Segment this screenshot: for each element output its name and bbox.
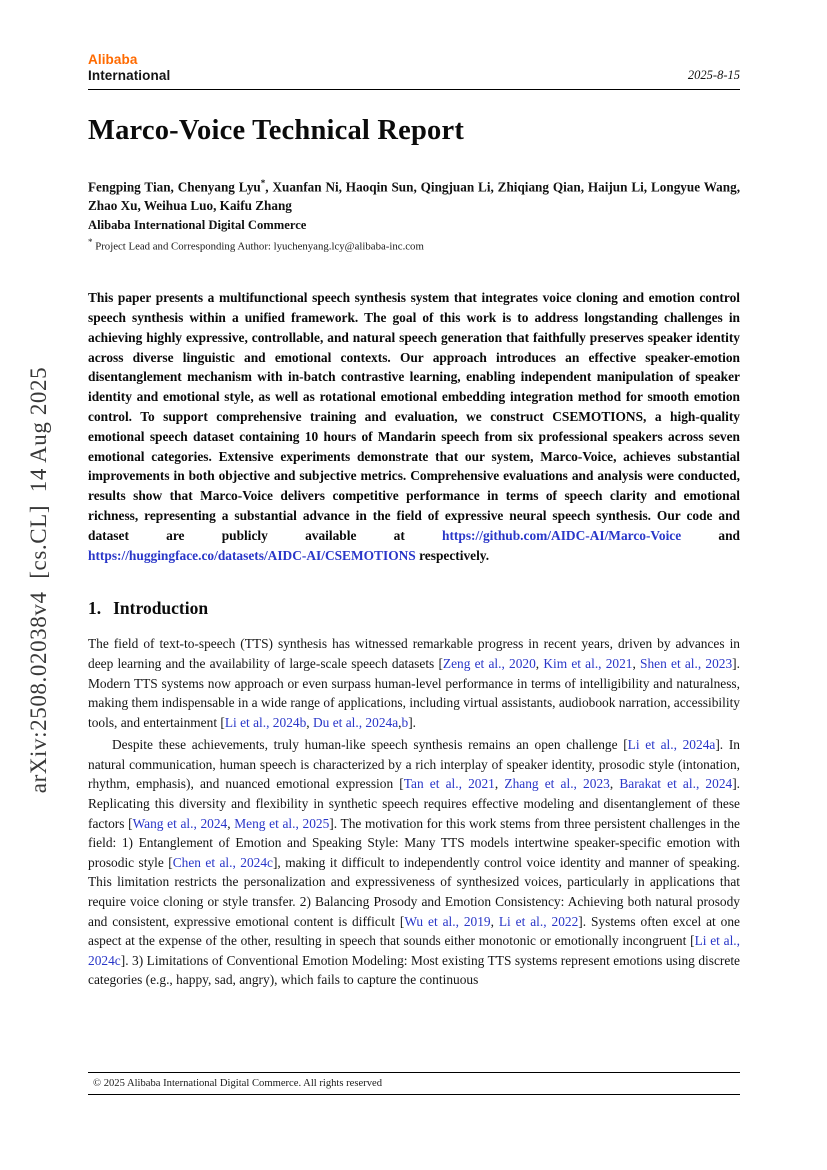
- section-number: 1.: [88, 598, 102, 619]
- text-segment: ]. 3) Limitations of Conventional Emotion Modeling: Most existing TTS systems represent emotions using discrete categories (e.g., happy, sad, angry), which fails to capture the continuous: [88, 952, 740, 988]
- header-divider: [88, 89, 740, 90]
- introduction-paragraph-1: [88, 634, 740, 732]
- citation-link[interactable]: Tan et al., 2021: [403, 776, 495, 792]
- text-segment: ]. Modern TTS systems now approach or even surpass human-level performance in terms of intelligibility and naturalness, making them indispensable in a wide range of applications, including virtual assistants, audiobook narration, accessibility tools, and entertainment [: [88, 655, 740, 730]
- copyright-notice: © 2025 Alibaba International Digital Commerce. All rights reserved: [93, 1078, 383, 1089]
- citation-link[interactable]: Li et al., 2022: [498, 913, 579, 929]
- text-segment: ,: [494, 776, 505, 792]
- citation-link[interactable]: Li et al., 2024a: [627, 737, 716, 753]
- text-segment: Project Lead and Corresponding Author: lyuchenyang.lcy@alibaba-inc.com: [92, 240, 424, 253]
- logo-line-alibaba: Alibaba: [88, 52, 138, 67]
- citation-link[interactable]: Meng et al., 2025: [234, 815, 330, 831]
- text-segment: ,: [490, 913, 499, 929]
- introduction-paragraph-2: [88, 735, 740, 990]
- citation-link[interactable]: Du et al., 2024a: [313, 714, 399, 730]
- text-segment: ], making it difficult to independently control voice identity and manner of speaking. This limitation restricts the personalization and expressiveness of synthesized voices, particularly in applications that require voice cloning or style transfer. 2) Balancing Prosody and Emotion Consistency: Achieving both natural prosody and consistent, expressive emotional content is difficult [: [88, 854, 740, 929]
- arxiv-sidebar-stamp: arXiv:2508.02038v4 [cs.CL] 14 Aug 2025: [26, 366, 51, 794]
- text-segment: ]. In natural communication, human speech is characterized by a rich interplay of speaker identity, prosodic style (intonation, rhythm, emphasis), and nuanced emotional expression [: [88, 737, 740, 792]
- text-segment: ].: [408, 714, 417, 730]
- footer-divider-bottom: [88, 1094, 740, 1095]
- text-segment: The field of text-to-speech (TTS) synthesis has witnessed remarkable progress in recent years, driven by advances in deep learning and the availability of large-scale speech datasets [: [88, 636, 740, 671]
- text-segment: Despite these achievements, truly human-like speech synthesis remains an open challenge [: [112, 737, 628, 753]
- author-list: [88, 174, 740, 216]
- text-segment: ,: [227, 815, 235, 831]
- logo-line-international: International: [88, 68, 171, 83]
- github-repo-link[interactable]: https://github.com/AIDC-AI/Marco-Voice: [442, 527, 682, 543]
- text-segment: Fengping Tian, Chenyang Lyu: [88, 179, 261, 195]
- citation-link[interactable]: Wu et al., 2019: [404, 913, 491, 929]
- text-segment: ]. The motivation for this work stems from three persistent challenges in the field: 1) Entanglement of Emotion and Speaking Style: Many TTS models intertwine speaker-specific emotion with prosodic style [: [88, 815, 740, 870]
- text-segment: respectively.: [415, 547, 490, 563]
- corresponding-author-footnote: [88, 237, 740, 253]
- text-segment: ]. Systems often excel at one aspect at the expense of the other, resulting in speech that sounds either monotonic or emotionally incongruent [: [88, 913, 740, 949]
- text-segment: ,: [306, 714, 313, 730]
- alibaba-international-logo: [88, 52, 170, 84]
- huggingface-dataset-link[interactable]: https://huggingface.co/datasets/AIDC-AI/CSEMOTIONS: [88, 547, 416, 563]
- page-footer: [88, 1072, 740, 1095]
- text-segment: ]. Replicating this diversity and flexibility in synthetic speech requires effective modeling and disentanglement of these factors [: [88, 776, 741, 831]
- citation-link[interactable]: Zhang et al., 2023: [504, 776, 610, 792]
- citation-link[interactable]: b: [401, 714, 409, 730]
- text-segment: ,: [609, 776, 620, 792]
- section-heading-introduction: [88, 598, 740, 619]
- citation-link[interactable]: Barakat et al., 2024: [619, 776, 733, 792]
- citation-link[interactable]: Wang et al., 2024: [132, 815, 228, 831]
- citation-link[interactable]: Shen et al., 2023: [640, 655, 733, 671]
- text-segment: , Xuanfan Ni, Haoqin Sun, Qingjuan Li, Zhiqiang Qian, Haijun Li, Longyue Wang, Zhao Xu, Weihua Luo, Kaifu Zhang: [88, 179, 740, 213]
- affiliation: Alibaba International Digital Commerce: [88, 217, 307, 232]
- text-segment: This paper presents a multifunctional speech synthesis system that integrates voice cloning and emotion control speech synthesis within a unified framework. The goal of this work is to address longstanding challenges in achieving highly expressive, controllable, and natural speech generation that faithfully preserves speaker identity across diverse linguistic and emotional contexts. Our approach introduces an effective speaker-emotion disentanglement mechanism with in-batch contrastive learning, enabling independent manipulation of speaker identity and emotional style, as well as rotational emotional embedding integration method for smooth emotion control. To support comprehensive training and evaluation, we construct CSEMOTIONS, a high-quality emotional speech dataset containing 10 hours of Mandarin speech from six professional speakers across seven emotional categories. Extensive experiments demonstrate that our system, Marco-Voice, achieves substantial improvements in both objective and subjective metrics. Comprehensive evaluations and analysis were conducted, results show that Marco-Voice delivers competitive performance in terms of speech clarity and emotional richness, representing a substantial advance in the field of expressive neural speech synthesis. Our code and dataset are publicly available at: [88, 290, 740, 543]
- text-segment: and: [681, 527, 741, 543]
- abstract-paragraph: [88, 288, 740, 565]
- page-header: [88, 52, 740, 84]
- superscript-marker: *: [88, 236, 93, 247]
- text-segment: ,: [398, 714, 402, 730]
- citation-link[interactable]: Zeng et al., 2020: [442, 655, 536, 671]
- section-title: Introduction: [113, 598, 209, 619]
- header-date: 2025-8-15: [687, 68, 740, 82]
- citation-link[interactable]: Kim et al., 2021: [543, 655, 633, 671]
- text-segment: ,: [632, 655, 641, 671]
- page-title: Marco-Voice Technical Report: [88, 115, 465, 146]
- citation-link[interactable]: Li et al., 2024c: [88, 933, 740, 968]
- citation-link[interactable]: Li et al., 2024b: [224, 714, 307, 730]
- superscript-marker: *: [260, 178, 266, 188]
- citation-link[interactable]: Chen et al., 2024c: [172, 854, 273, 870]
- text-segment: ,: [535, 655, 544, 671]
